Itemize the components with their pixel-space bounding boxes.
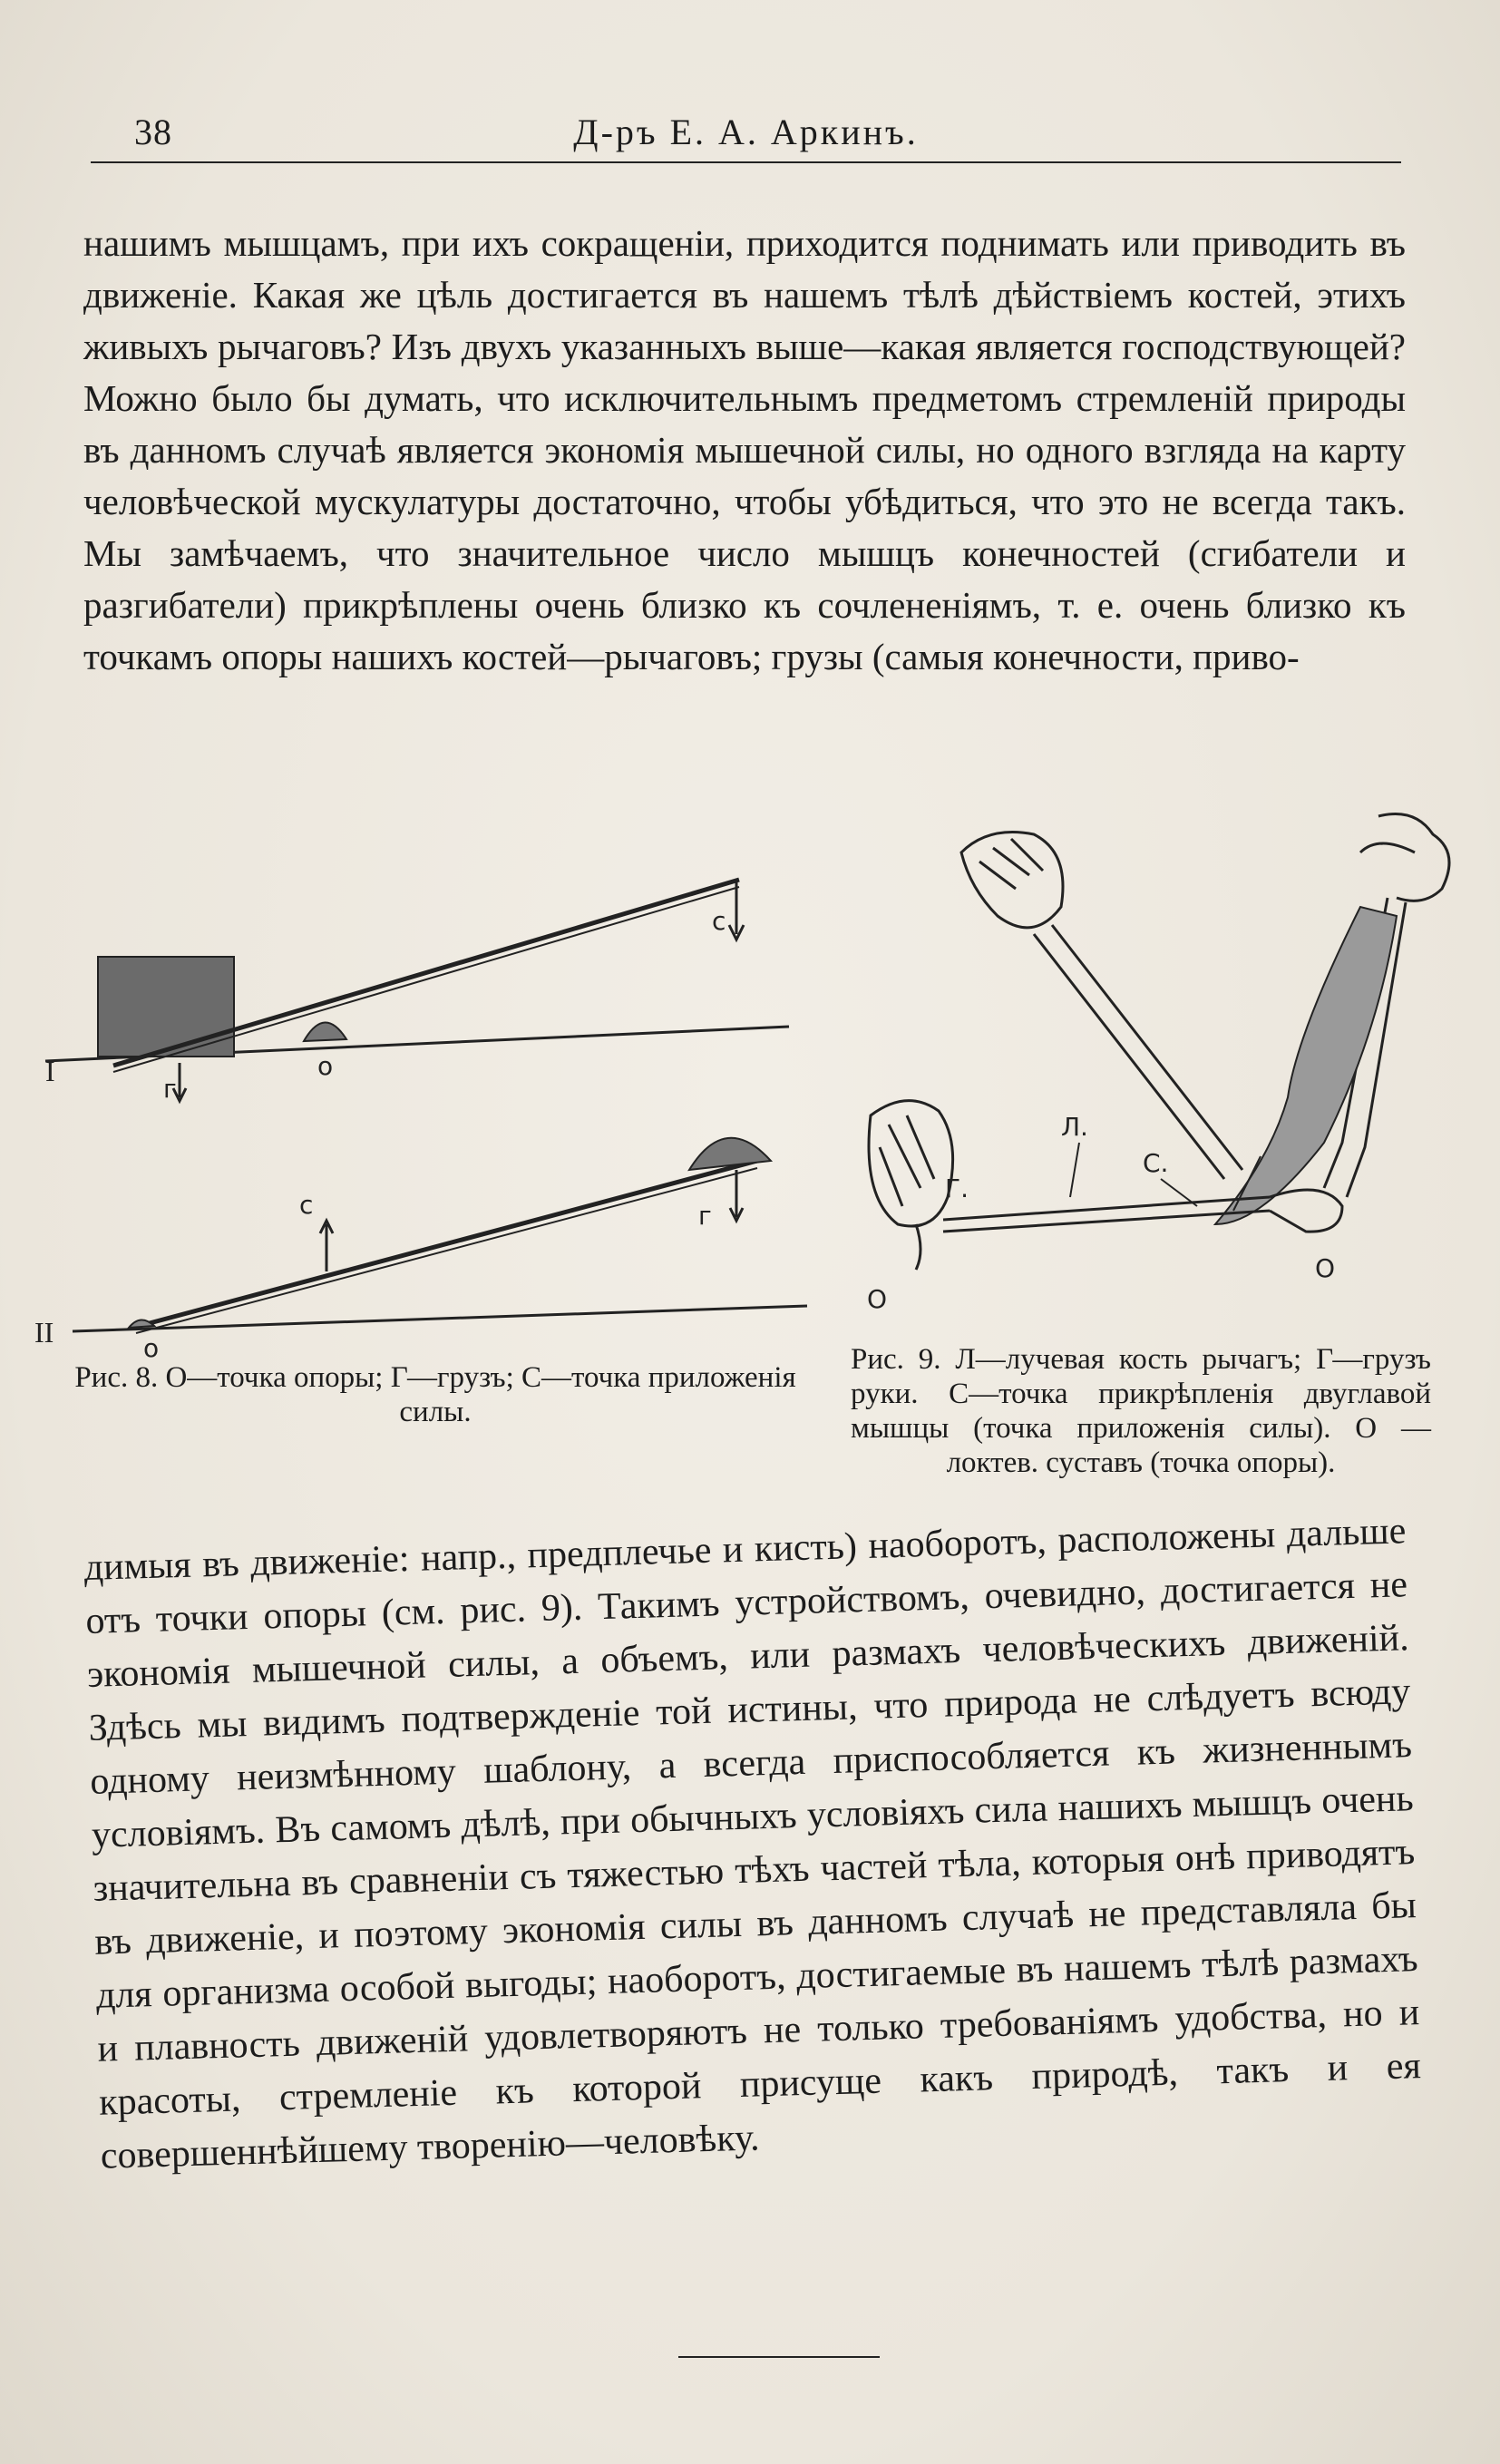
biceps-muscle bbox=[1215, 907, 1397, 1224]
ground-line-2 bbox=[73, 1306, 807, 1331]
label-o-top: о bbox=[317, 1051, 334, 1081]
label-o-left: О bbox=[867, 1284, 888, 1314]
lever-bar-2 bbox=[136, 1161, 757, 1327]
figure-8-caption: Рис. 8. О—точка опоры; Г—грузъ; С—точка приложенія силы. bbox=[74, 1361, 796, 1428]
running-title: Д-ръ Е. А. Аркинъ. bbox=[573, 112, 919, 152]
figure-9-caption: Рис. 9. Л—лучевая кость рычагъ; Г—грузъ руки. С—точка прикрѣпленія двуглавой мышцы (точка приложенія силы). О — локтев. суставъ (точка опоры). bbox=[851, 1343, 1431, 1479]
weight-dome bbox=[689, 1138, 771, 1170]
label-o-right: О bbox=[1315, 1253, 1336, 1283]
label-o-bottom: о bbox=[143, 1333, 160, 1360]
label-g: Г. bbox=[945, 1174, 969, 1203]
raised-forearm-bones bbox=[961, 833, 1242, 1180]
label-c: С. bbox=[1143, 1148, 1169, 1178]
page-header bbox=[91, 107, 1401, 163]
label-roman-1: I bbox=[45, 1055, 55, 1087]
fulcrum-1 bbox=[304, 1022, 346, 1041]
paragraph-top: нашимъ мышцамъ, при ихъ сокращеніи, приходится поднимать или приводить въ движеніе. Какая же цѣль достигается въ нашемъ тѣлѣ дѣйствіемъ костей, этихъ живыхъ рычаговъ? Изъ двухъ указанныхъ выше—какая является господствующей? Можно было бы думать, что исключительнымъ предметомъ стремленій природы въ данномъ случаѣ является экономія мышечной силы, но одного взгляда на карту человѣческой мускулатуры достаточно, чтобы убѣдиться, что это не всегда такъ. Мы замѣчаемъ, что значительное число мышцъ конечностей (сгибатели и разгибатели) прикрѣплены очень близко къ сочлененіямъ, т. е. очень близко къ точкамъ опоры нашихъ костей—рычаговъ; грузы (самыя конечности, приво- bbox=[83, 222, 1406, 677]
label-c-top: с bbox=[712, 906, 726, 936]
label-c-bottom: с bbox=[299, 1190, 314, 1220]
end-rule bbox=[678, 2356, 880, 2358]
figure-8-lever-diagram bbox=[27, 798, 825, 1360]
lever-type-1 bbox=[45, 880, 789, 1104]
l-pointer bbox=[1070, 1143, 1079, 1197]
figure-9-arm-diagram bbox=[834, 798, 1487, 1342]
page-number: 38 bbox=[134, 112, 172, 152]
label-g-top: г bbox=[163, 1074, 177, 1104]
lever-type-2 bbox=[34, 1138, 807, 1360]
lever-bar-2-edge bbox=[136, 1168, 757, 1333]
label-l: Л. bbox=[1061, 1112, 1088, 1142]
label-g-bottom: г bbox=[698, 1201, 712, 1231]
paragraph-bottom: димыя въ движеніе: напр., предплечье и кисть) наоборотъ, расположены дальше отъ точки опоры (см. рис. 9). Такимъ устройствомъ, очевидно, достигается не экономія мышечной силы, а объемъ, или размахъ человѣческихъ движеній. Здѣсь мы видимъ подтвержденіе той истины, что природа не слѣдуетъ всюду одному неизмѣнному шаблону, а всегда приспособляется къ жизненнымъ условіямъ. Въ самомъ дѣлѣ, при обычныхъ условіяхъ сила нашихъ мышцъ очень значительна въ сравненіи съ тяжестью тѣхъ частей тѣла, которыя онѣ приводятъ въ движеніе, и поэтому экономія силы въ данномъ случаѣ не представляла бы для организма особой выгоды; наоборотъ, достигаемые въ нашемъ тѣлѣ размахъ и плавность движеній удовлетворяютъ не только требованіямъ удобства, но и красоты, стремленіе къ которой присуще какъ природѣ, такъ и ея совершеннѣйшему творенію—человѣку. bbox=[83, 1510, 1422, 2177]
figures-block bbox=[0, 798, 1500, 1542]
label-roman-2: II bbox=[34, 1316, 54, 1349]
